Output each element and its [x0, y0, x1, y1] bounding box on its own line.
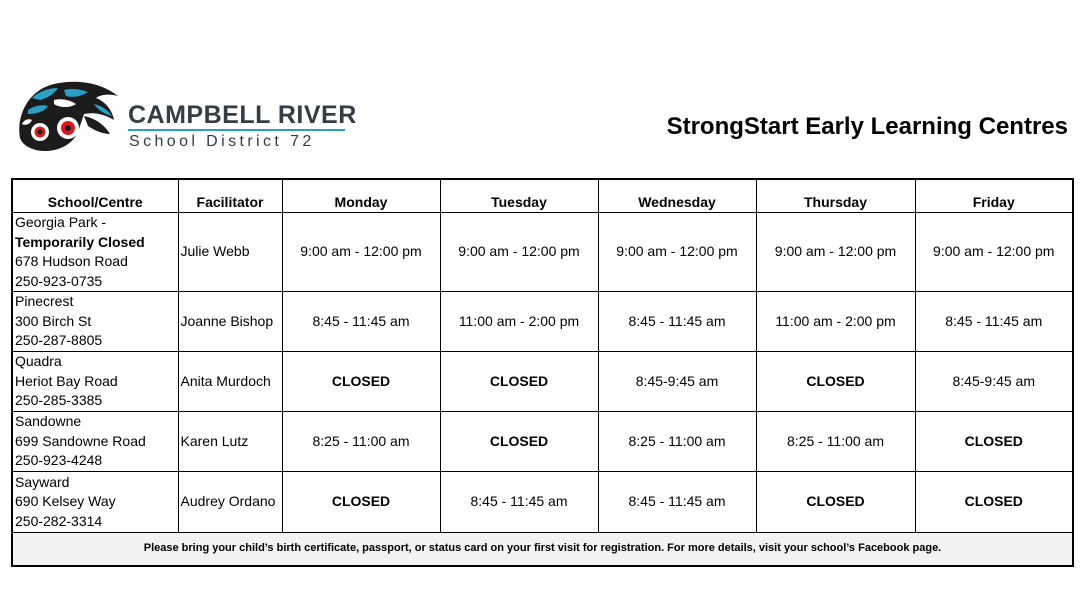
table-row — [12, 412, 1073, 472]
wednesday-cell: 8:45 - 11:45 am — [598, 472, 756, 533]
facilitator-cell: Joanne Bishop — [178, 292, 282, 352]
header-wednesday: Wednesday — [598, 179, 756, 213]
friday-cell: 8:45-9:45 am — [915, 352, 1073, 412]
school-name: Pinecrest — [15, 293, 74, 310]
school-name: Georgia Park - — [15, 214, 107, 230]
school-phone: 250-923-0735 — [15, 272, 103, 289]
page-title: StrongStart Early Learning Centres — [666, 113, 1068, 140]
monday-cell: CLOSED — [282, 352, 440, 412]
thursday-cell: 8:25 - 11:00 am — [756, 412, 915, 472]
header-row — [12, 179, 1073, 213]
header-tuesday: Tuesday — [440, 179, 598, 213]
friday-cell: 8:45 - 11:45 am — [915, 292, 1073, 352]
school-address: Heriot Bay Road — [15, 372, 118, 389]
header-thursday: Thursday — [756, 179, 915, 213]
tuesday-cell: CLOSED — [440, 412, 598, 472]
table-row — [12, 352, 1073, 412]
school-phone: 250-923-4248 — [15, 452, 103, 469]
friday-cell: CLOSED — [915, 472, 1073, 533]
school-address: 300 Birch St — [15, 312, 92, 329]
orca-logo-icon — [14, 76, 132, 160]
facilitator-cell: Anita Murdoch — [178, 352, 282, 412]
thursday-cell: CLOSED — [756, 352, 915, 412]
school-address: 699 Sandowne Road — [15, 432, 146, 449]
school-address: 690 Kelsey Way — [15, 493, 116, 510]
tuesday-cell: 8:45 - 11:45 am — [440, 472, 598, 533]
wednesday-cell: 9:00 am - 12:00 pm — [598, 213, 756, 292]
school-cell — [12, 352, 178, 412]
footer-row — [12, 533, 1073, 567]
header-friday: Friday — [915, 179, 1073, 213]
wednesday-cell: 8:25 - 11:00 am — [598, 412, 756, 472]
facilitator-cell: Audrey Ordano — [178, 472, 282, 533]
district-subtitle: School District 72 — [129, 133, 315, 150]
monday-cell: 8:25 - 11:00 am — [282, 412, 440, 472]
friday-cell: CLOSED — [915, 412, 1073, 472]
school-cell — [12, 213, 178, 292]
monday-cell: 9:00 am - 12:00 pm — [282, 213, 440, 292]
wednesday-cell: 8:45 - 11:45 am — [598, 292, 756, 352]
thursday-cell: CLOSED — [756, 472, 915, 533]
school-address: 678 Hudson Road — [15, 253, 128, 269]
tuesday-cell: CLOSED — [440, 352, 598, 412]
monday-cell: 8:45 - 11:45 am — [282, 292, 440, 352]
school-phone: 250-285-3385 — [15, 392, 103, 409]
registration-note: Please bring your child’s birth certificate, passport, or status card on your first visit for registration. For more details, visit your school’s Facebook page. — [12, 533, 1073, 567]
friday-cell: 9:00 am - 12:00 pm — [915, 213, 1073, 292]
table-row — [12, 213, 1073, 292]
header-school: School/Centre — [12, 179, 178, 213]
tuesday-cell: 9:00 am - 12:00 pm — [440, 213, 598, 292]
facilitator-cell: Julie Webb — [178, 213, 282, 292]
school-cell — [12, 412, 178, 472]
district-name: CAMPBELL RIVER — [128, 101, 357, 129]
school-name: Sayward — [15, 473, 70, 490]
table-row — [12, 292, 1073, 352]
school-cell — [12, 292, 178, 352]
thursday-cell: 11:00 am - 2:00 pm — [756, 292, 915, 352]
wednesday-cell: 8:45-9:45 am — [598, 352, 756, 412]
school-phone: 250-287-8805 — [15, 332, 103, 349]
school-status-note: Temporarily Closed — [15, 233, 145, 250]
logo-divider — [128, 129, 345, 131]
schedule-table — [11, 178, 1074, 567]
monday-cell: CLOSED — [282, 472, 440, 533]
school-cell — [12, 472, 178, 533]
facilitator-cell: Karen Lutz — [178, 412, 282, 472]
header-monday: Monday — [282, 179, 440, 213]
school-name: Quadra — [15, 353, 62, 370]
school-phone: 250-282-3314 — [15, 512, 103, 529]
tuesday-cell: 11:00 am - 2:00 pm — [440, 292, 598, 352]
school-name: Sandowne — [15, 413, 82, 430]
table-row — [12, 472, 1073, 533]
header-facilitator: Facilitator — [178, 179, 282, 213]
thursday-cell: 9:00 am - 12:00 pm — [756, 213, 915, 292]
